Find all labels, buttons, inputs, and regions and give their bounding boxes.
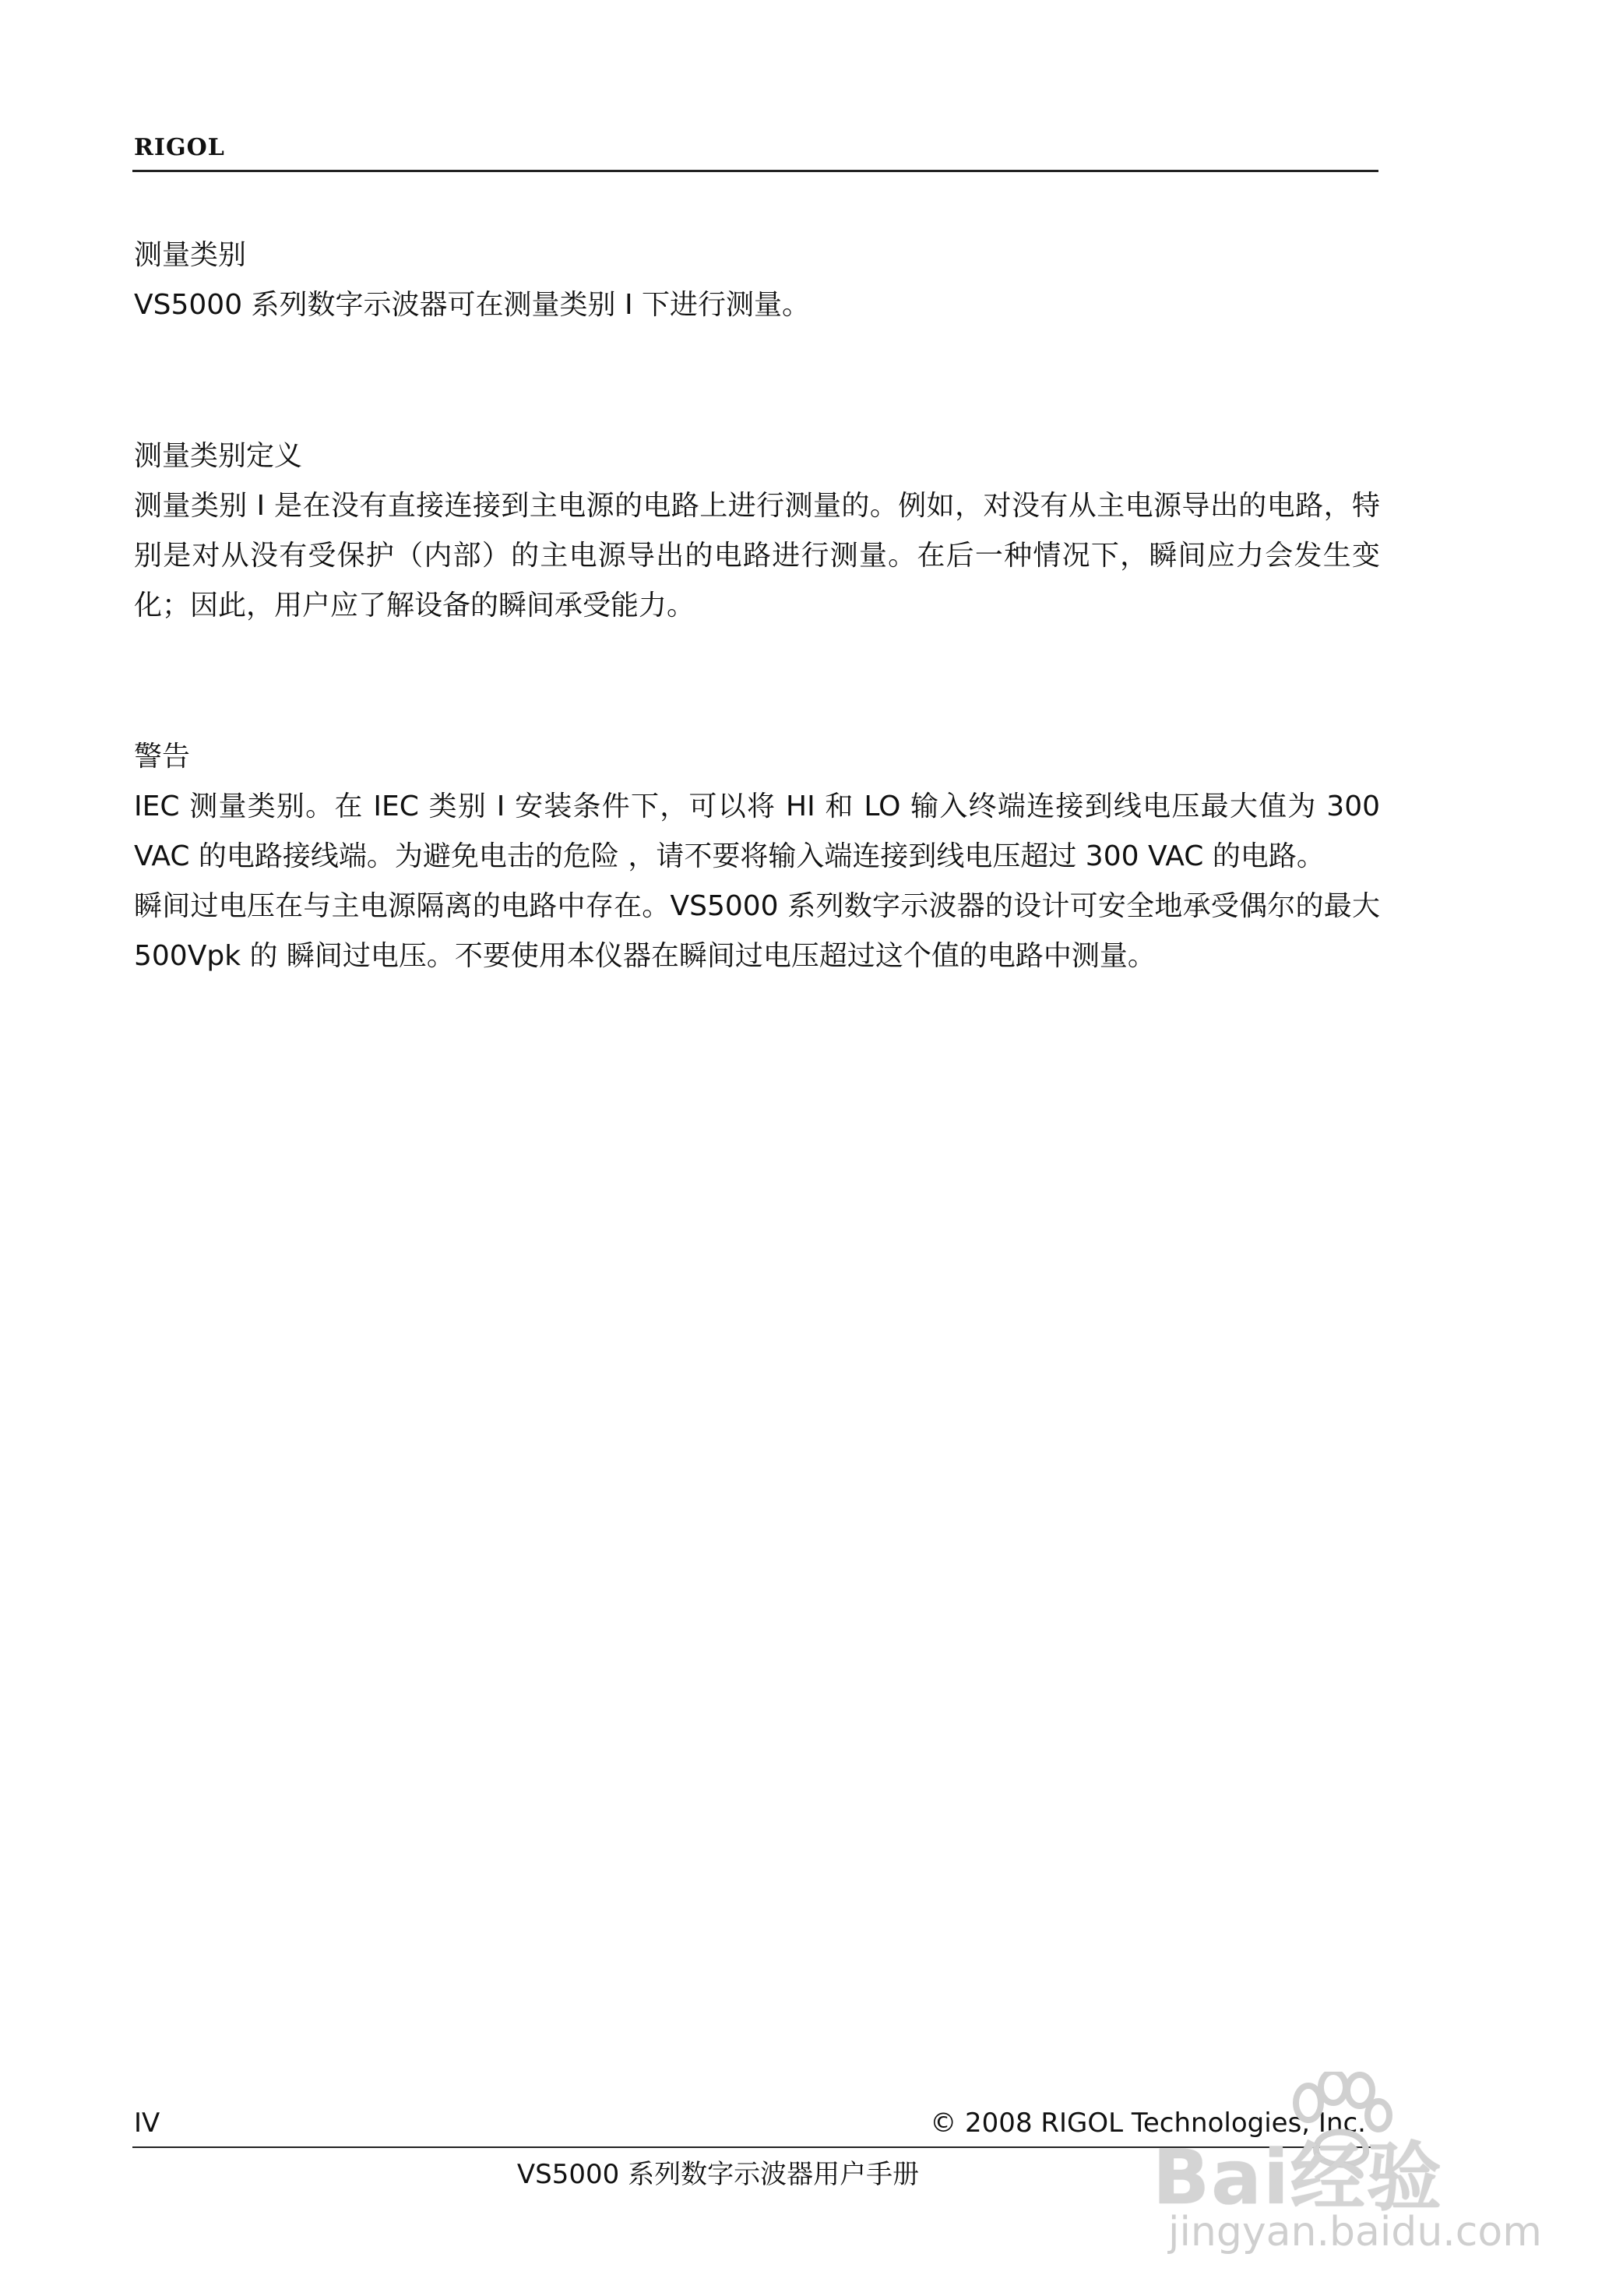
copyright-notice: © 2008 RIGOL Technologies, Inc. xyxy=(930,2108,1366,2139)
paragraph: VS5000 系列数字示波器可在测量类别 I 下进行测量。 xyxy=(134,289,811,321)
section-title: 测量类别 xyxy=(134,239,247,271)
section-title: 警告 xyxy=(134,741,191,773)
paragraph: 瞬间过电压在与主电源隔离的电路中存在。VS5000 系列数字示波器的设计可安全地承受偶尔的最大 500Vpk 的 瞬间过电压。不要使用本仪器在瞬间过电压超过这个值的电路中测量。 xyxy=(134,890,1380,972)
watermark-url: jingyan.baidu.com xyxy=(1168,2209,1542,2256)
section-category-definition xyxy=(134,431,1380,631)
header-brand: RIGOL xyxy=(134,134,225,161)
watermark-logo-text: Bai经验 xyxy=(1153,2134,1443,2221)
paragraph: 测量类别 I 是在没有直接连接到主电源的电路上进行测量的。例如，对没有从主电源导出的电路，特别是对从没有受保护（内部）的主电源导出的电路进行测量。在后一种情况下，瞬间应力会发生变化；因此，用户应了解设备的瞬间承受能力。 xyxy=(134,490,1380,622)
section-warning xyxy=(134,732,1380,981)
section-measurement-category xyxy=(134,231,1380,330)
baidu-jingyan-watermark xyxy=(1153,2056,1542,2256)
header-divider xyxy=(132,170,1378,172)
paragraph: IEC 测量类别。在 IEC 类别 I 安装条件下，可以将 HI 和 LO 输入终端连接到线电压最大值为 300 VAC 的电路接线端。为避免电击的危险 ，请不要将输入端连接到线电压超过 300 VAC 的电路。 xyxy=(134,791,1380,872)
section-title: 测量类别定义 xyxy=(134,440,303,472)
page-number: IV xyxy=(134,2108,160,2139)
manual-title: VS5000 系列数字示波器用户手册 xyxy=(516,2159,920,2190)
document-body xyxy=(134,231,1380,981)
